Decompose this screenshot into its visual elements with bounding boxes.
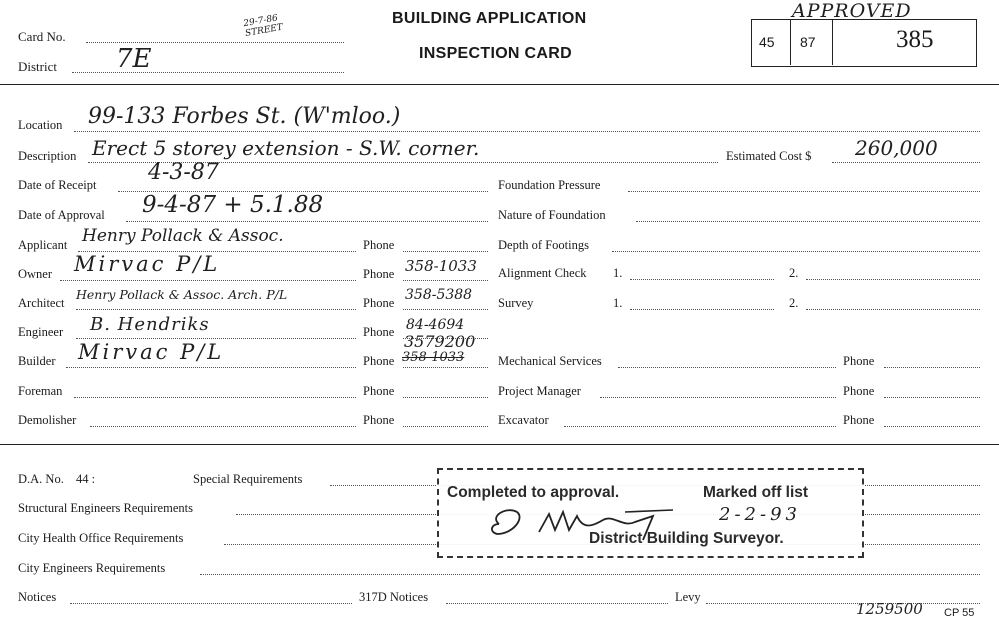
- stamp-footer: District Building Surveyor.: [589, 530, 784, 547]
- owner-value: Mirvac P/L: [74, 252, 221, 276]
- architect-phone-line: [403, 309, 488, 310]
- approved-stamp: APPROVED: [792, 0, 912, 22]
- mechanical-services-line: [618, 367, 836, 368]
- special-req-label: Special Requirements: [193, 472, 303, 486]
- engineer-label: Engineer: [18, 325, 64, 339]
- da-no-label: D.A. No.: [18, 472, 64, 486]
- owner-phone-line: [403, 280, 488, 281]
- city-eng-req-label: City Engineers Requirements: [18, 561, 166, 575]
- date-approval-label: Date of Approval: [18, 208, 105, 222]
- health-req-label: City Health Office Requirements: [18, 531, 184, 545]
- applicant-phone-line: [403, 251, 488, 252]
- builder-value: Mirvac P/L: [78, 340, 225, 364]
- applicant-phone-label: Phone: [363, 238, 395, 252]
- builder-phone-new: 3579200: [404, 332, 476, 351]
- structural-req-label: Structural Engineers Requirements: [18, 501, 193, 515]
- card-title-line1: BUILDING APPLICATION: [392, 10, 587, 27]
- excavator-label: Excavator: [498, 413, 549, 427]
- excavator-line: [564, 426, 836, 427]
- date-approval-line: [126, 221, 488, 222]
- nature-foundation-label: Nature of Foundation: [498, 208, 606, 222]
- architect-phone-value: 358-5388: [405, 287, 473, 303]
- city-eng-req-line: [200, 574, 980, 575]
- notices-label: Notices: [18, 590, 57, 604]
- engineer-line: [76, 338, 356, 339]
- foreman-line: [74, 397, 356, 398]
- demolisher-line: [90, 426, 356, 427]
- demolisher-phone-label: Phone: [363, 413, 395, 427]
- notices-line: [70, 603, 352, 604]
- ref-box-a: 45: [759, 34, 775, 50]
- ref-box-b: 87: [800, 34, 816, 50]
- notices-317d-line: [446, 603, 668, 604]
- builder-phone-old: 358-1033: [402, 350, 465, 365]
- owner-phone-value: 358-1033: [405, 257, 477, 275]
- levy-label: Levy: [675, 590, 701, 604]
- reference-box: [751, 19, 977, 67]
- nature-foundation-line: [636, 221, 980, 222]
- excavator-phone-line: [884, 426, 980, 427]
- survey-num2: 2.: [789, 296, 799, 310]
- applicant-label: Applicant: [18, 238, 68, 252]
- notices-317d-label: 317D Notices: [359, 590, 429, 604]
- applicant-value: Henry Pollack & Assoc.: [82, 226, 284, 246]
- card-no-line: [86, 42, 344, 43]
- location-line: [74, 131, 980, 132]
- engineer-phone-label: Phone: [363, 325, 395, 339]
- location-value: 99-133 Forbes St. (W'mloo.): [88, 104, 401, 129]
- alignment-check-line2: [806, 279, 980, 280]
- form-code: CP 55: [944, 607, 975, 619]
- levy-line: [706, 603, 980, 604]
- description-value: Erect 5 storey extension - S.W. corner.: [92, 136, 480, 160]
- survey-label: Survey: [498, 296, 534, 310]
- survey-line2: [806, 309, 980, 310]
- architect-label: Architect: [18, 296, 65, 310]
- demolisher-label: Demolisher: [18, 413, 77, 427]
- header-divider: [0, 84, 999, 85]
- project-manager-label: Project Manager: [498, 384, 581, 398]
- alignment-check-label: Alignment Check: [498, 266, 587, 280]
- estimated-cost-value: 260,000: [855, 136, 938, 160]
- depth-footings-label: Depth of Footings: [498, 238, 589, 252]
- engineer-value: B. Hendriks: [90, 314, 210, 335]
- alignment-check-line1: [630, 279, 774, 280]
- builder-label: Builder: [18, 354, 56, 368]
- depth-footings-line: [612, 251, 980, 252]
- demolisher-phone-line: [403, 426, 488, 427]
- builder-phone-label: Phone: [363, 354, 395, 368]
- description-label: Description: [18, 149, 77, 163]
- builder-phone-line: [403, 367, 488, 368]
- date-receipt-label: Date of Receipt: [18, 178, 97, 192]
- engineer-phone-value: 84-4694: [406, 317, 465, 333]
- owner-phone-label: Phone: [363, 267, 395, 281]
- district-value: 7E: [116, 44, 152, 74]
- excavator-phone-label: Phone: [843, 413, 875, 427]
- completion-stamp: [437, 468, 864, 558]
- estimated-cost-label: Estimated Cost $: [726, 149, 812, 163]
- ref-box-c: 385: [896, 26, 934, 53]
- project-manager-phone-label: Phone: [843, 384, 875, 398]
- foreman-label: Foreman: [18, 384, 63, 398]
- card-no-note: 29-7-86 STREET: [242, 13, 284, 40]
- foreman-phone-line: [403, 397, 488, 398]
- survey-num1: 1.: [613, 296, 623, 310]
- stamp-date: 2-2-93: [719, 504, 801, 525]
- owner-label: Owner: [18, 267, 53, 281]
- foreman-phone-label: Phone: [363, 384, 395, 398]
- stamp-line1: Completed to approval.: [447, 484, 620, 501]
- mechanical-phone-line: [884, 367, 980, 368]
- district-line: [72, 72, 344, 73]
- lower-divider: [0, 444, 999, 445]
- alignment-check-num2: 2.: [789, 266, 799, 280]
- district-label: District: [18, 59, 57, 74]
- architect-line: [76, 309, 356, 310]
- mechanical-services-label: Mechanical Services: [498, 354, 602, 368]
- stamp-line2: Marked off list: [703, 484, 809, 501]
- architect-phone-label: Phone: [363, 296, 395, 310]
- card-no-label: Card No.: [18, 29, 66, 44]
- date-receipt-value: 4-3-87: [148, 160, 219, 185]
- survey-line1: [630, 309, 774, 310]
- project-manager-line: [600, 397, 836, 398]
- project-manager-phone-line: [884, 397, 980, 398]
- estimated-cost-line: [832, 162, 980, 163]
- foundation-pressure-line: [628, 191, 980, 192]
- owner-line: [60, 280, 356, 281]
- architect-value: Henry Pollack & Assoc. Arch. P/L: [76, 287, 288, 302]
- da-no-value: 44 :: [76, 472, 96, 486]
- builder-line: [66, 367, 356, 368]
- alignment-check-num1: 1.: [613, 266, 623, 280]
- date-approval-value: 9-4-87 + 5.1.88: [142, 192, 324, 218]
- card-title-line2: INSPECTION CARD: [419, 45, 572, 62]
- mechanical-phone-label: Phone: [843, 354, 875, 368]
- foundation-pressure-label: Foundation Pressure: [498, 178, 601, 192]
- location-label: Location: [18, 118, 63, 132]
- reference-number: 1259500: [856, 600, 923, 618]
